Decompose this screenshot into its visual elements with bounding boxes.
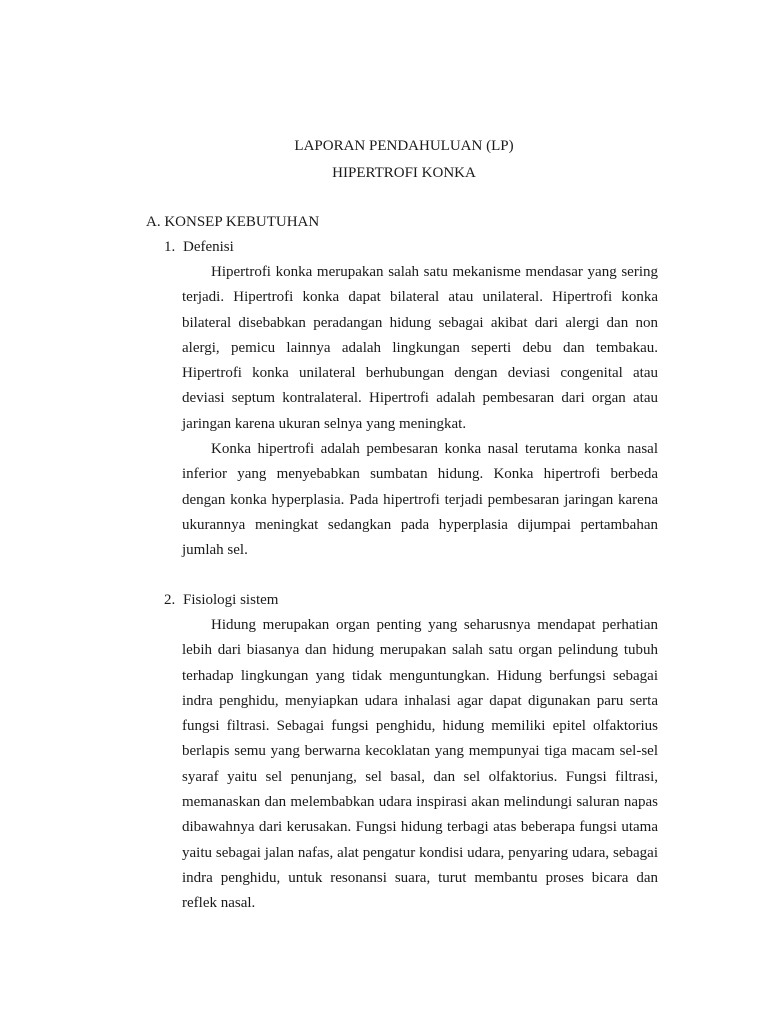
subsection-heading-fisiologi <box>164 591 278 609</box>
subsection-heading-defenisi <box>164 238 234 256</box>
document-subtitle: HIPERTROFI KONKA <box>332 165 476 181</box>
subsection-number: 2. <box>164 592 176 608</box>
subsection-title: Fisiologi sistem <box>183 592 279 608</box>
subsection-title: Defenisi <box>183 239 234 255</box>
paragraph-defenisi-2: Konka hipertrofi adalah pembesaran konka nasal terutama konka nasal inferior yang menyebabkan sumbatan hidung. Konka hipertrofi berbeda dengan konka hyperplasia. Pada hipertrofi terjadi pembesaran jaringan karena ukurannya meningkat sedangkan pada hyperplasia dijumpai pertambahan jumlah sel. <box>182 441 658 559</box>
document-title: LAPORAN PENDAHULUAN (LP) <box>294 138 514 154</box>
subsection-number: 1. <box>164 239 176 255</box>
paragraph-defenisi-1: Hipertrofi konka merupakan salah satu mekanisme mendasar yang sering terjadi. Hipertrofi konka dapat bilateral atau unilateral. Hipertrofi konka bilateral disebabkan peradangan hidung sebagai akibat dari alergi dan non alergi, pemicu lainnya adalah lingkungan seperti debu dan tembakau. Hipertrofi konka unilateral berhubungan dengan deviasi congenital atau deviasi septum kontralateral. Hipertrofi adalah pembesaran dari organ atau jaringan karena ukuran selnya yang meningkat. <box>182 264 658 432</box>
section-heading: A. KONSEP KEBUTUHAN <box>146 214 320 230</box>
paragraph-fisiologi-1: Hidung merupakan organ penting yang seharusnya mendapat perhatian lebih dari biasanya dan hidung merupakan salah satu organ pelindung tubuh terhadap lingkungan yang tidak menguntungkan. Hidung berfungsi sebagai indra penghidu, menyiapkan udara inhalasi agar dapat digunakan paru serta fungsi filtrasi. Sebagai fungsi penghidu, hidung memiliki epitel olfaktorius berlapis semu yang berwarna kecoklatan yang mempunyai tiga macam sel-sel syaraf yaitu sel penunjang, sel basal, dan sel olfaktorius. Fungsi filtrasi, memanaskan dan melembabkan udara inspirasi akan melindungi saluran napas dibawahnya dari kerusakan. Fungsi hidung terbagi atas beberapa fungsi utama yaitu sebagai jalan nafas, alat pengatur kondisi udara, penyaring udara, sebagai indra penghidu, untuk resonansi suara, turut membantu proses bicara dan reflek nasal. <box>182 617 658 912</box>
